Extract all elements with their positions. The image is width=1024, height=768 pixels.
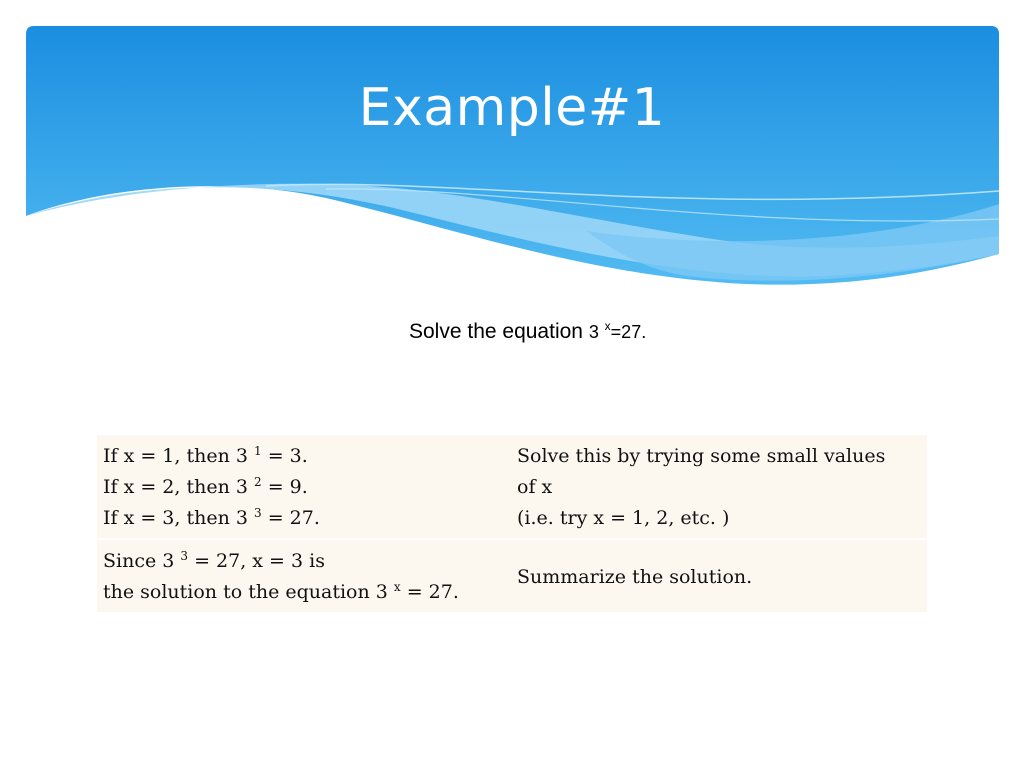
table-row — [97, 539, 927, 612]
problem-statement — [409, 320, 646, 344]
title-banner — [26, 26, 999, 286]
explanation-cell — [511, 539, 927, 612]
problem-rest: =27. — [610, 322, 647, 342]
problem-exponent: x — [604, 319, 611, 333]
banner-background — [26, 26, 999, 286]
problem-text: Solve the equation — [409, 320, 583, 343]
explanation-line: of x — [517, 476, 553, 498]
step-line: If x = 1, then 3 $^1$ = 3. — [103, 444, 308, 467]
explanation-line: (i.e. try x = 1, 2, etc. ) — [517, 507, 730, 529]
step-line: If x = 2, then 3 $^2$ = 9. — [103, 475, 308, 498]
step-line: the solution to the equation 3 $^x$ = 27. — [103, 580, 459, 603]
step-cell — [97, 435, 511, 539]
explanation-cell — [511, 435, 927, 539]
slide-title: Example#1 — [358, 78, 666, 138]
explanation-line: Summarize the solution. — [517, 565, 753, 588]
explanation-line: Solve this by trying some small values — [517, 445, 886, 467]
step-line: If x = 3, then 3 $^3$ = 27. — [103, 506, 320, 529]
step-cell — [97, 539, 511, 612]
solution-table — [97, 435, 927, 612]
table-row — [97, 435, 927, 539]
step-line: Since 3 $^3$ = 27, x = 3 is — [103, 549, 325, 572]
problem-base: 3 — [588, 322, 599, 342]
